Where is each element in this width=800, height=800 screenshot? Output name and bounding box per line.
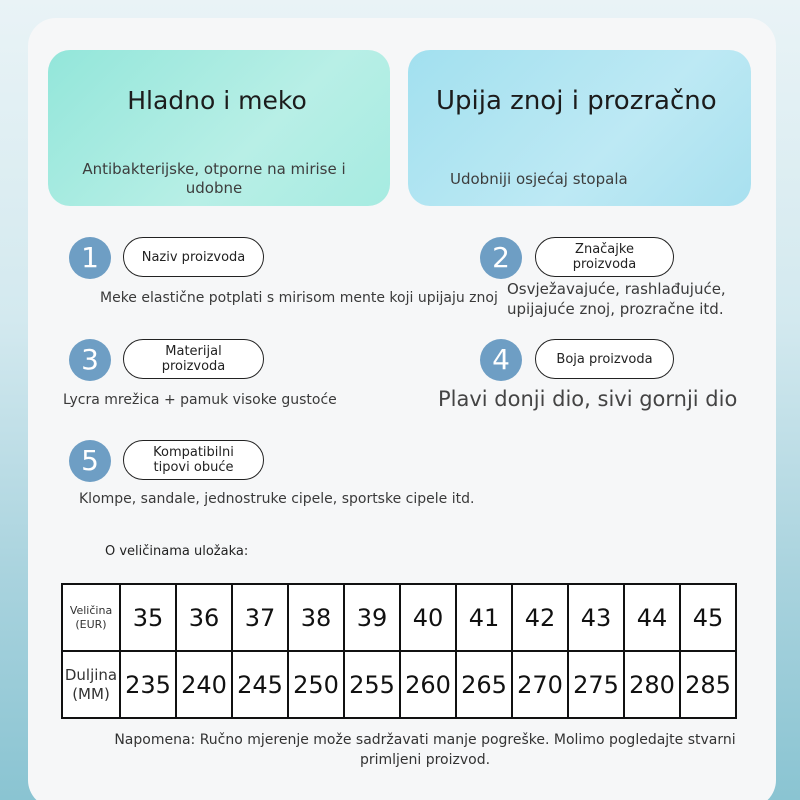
size-cell: 44: [624, 584, 680, 651]
table-row-size: [62, 584, 736, 651]
size-cell: 40: [400, 584, 456, 651]
length-cell: 255: [344, 651, 400, 718]
spec-label-compatible-shoes: Kompatibilni tipovi obuće: [123, 440, 264, 480]
size-info-label: O veličinama uložaka:: [105, 544, 249, 559]
size-cell: 45: [680, 584, 736, 651]
spec-number-badge: 4: [480, 339, 522, 381]
spec-label-product-name: Naziv proizvoda: [123, 237, 264, 277]
length-cell: 240: [176, 651, 232, 718]
length-cell: 250: [288, 651, 344, 718]
size-cell: 38: [288, 584, 344, 651]
spec-number-badge: 5: [69, 440, 111, 482]
length-cell: 275: [568, 651, 624, 718]
spec-label-color: Boja proizvoda: [535, 339, 674, 379]
spec-value-color: Plavi donji dio, sivi gornji dio: [438, 387, 738, 411]
feature-card-cool-soft: [48, 50, 390, 206]
table-row-length: [62, 651, 736, 718]
length-cell: 285: [680, 651, 736, 718]
size-table: [61, 583, 737, 719]
measurement-note: Napomena: Ručno mjerenje može sadržavati manje pogreške. Molimo pogledajte stvarni primljeni proizvod.: [114, 732, 736, 768]
size-cell: 35: [120, 584, 176, 651]
size-cell: 37: [232, 584, 288, 651]
spec-number-badge: 2: [480, 237, 522, 279]
spec-value-product-name: Meke elastične potplati s mirisom mente koji upijaju znoj: [100, 290, 498, 306]
size-cell: 42: [512, 584, 568, 651]
spec-number-badge: 3: [69, 339, 111, 381]
size-cell: 39: [344, 584, 400, 651]
size-cell: 43: [568, 584, 624, 651]
spec-label-features: Značajke proizvoda: [535, 237, 674, 277]
length-cell: 235: [120, 651, 176, 718]
length-cell: 260: [400, 651, 456, 718]
feature-title: Hladno i meko: [127, 86, 307, 115]
feature-subtitle: Antibakterijske, otporne na mirise i udobne: [82, 160, 346, 197]
length-cell: 280: [624, 651, 680, 718]
spec-value-material: Lycra mrežica + pamuk visoke gustoće: [63, 392, 337, 408]
table-header-size: Veličina (EUR): [62, 584, 120, 651]
spec-number-badge: 1: [69, 237, 111, 279]
size-cell: 36: [176, 584, 232, 651]
table-header-length: Duljina (MM): [62, 651, 120, 718]
spec-value-compatible-shoes: Klompe, sandale, jednostruke cipele, sportske cipele itd.: [79, 491, 475, 507]
feature-title: Upija znoj i prozračno: [436, 86, 717, 116]
length-cell: 265: [456, 651, 512, 718]
length-cell: 245: [232, 651, 288, 718]
spec-label-material: Materijal proizvoda: [123, 339, 264, 379]
size-cell: 41: [456, 584, 512, 651]
feature-card-breathable: [408, 50, 751, 206]
feature-subtitle: Udobniji osjećaj stopala: [450, 170, 628, 188]
length-cell: 270: [512, 651, 568, 718]
spec-value-features: Osvježavajuće, rashlađujuće, upijajuće znoj, prozračne itd.: [507, 280, 726, 318]
